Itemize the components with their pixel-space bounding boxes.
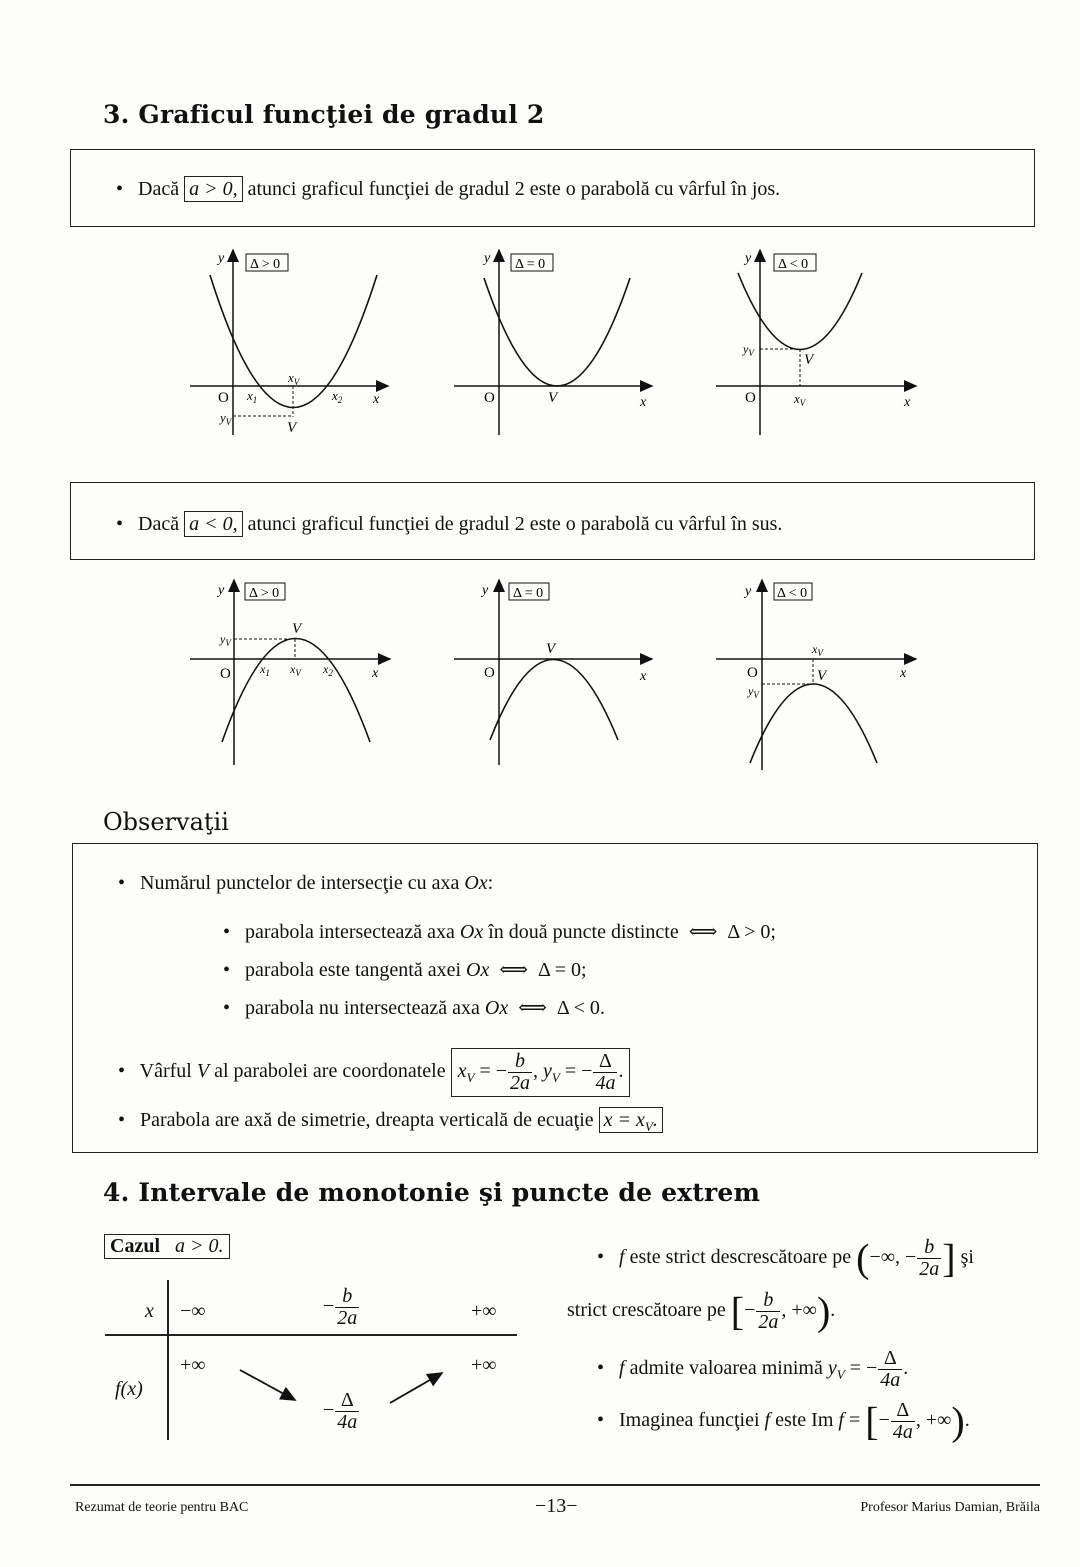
fx-right-value: +∞ — [471, 1354, 497, 1376]
minus-sign: − — [744, 1299, 756, 1322]
svg-text:y: y — [745, 584, 752, 599]
case-label-box — [104, 1234, 230, 1259]
svg-text:O: O — [218, 390, 229, 406]
page-number: −13− — [535, 1495, 578, 1517]
svg-text:x: x — [900, 666, 907, 681]
yv-sub: V — [551, 1070, 560, 1086]
footer-rule — [70, 1484, 1040, 1486]
minus-sign: − — [865, 1357, 878, 1380]
case-condition: Δ > 0; — [727, 921, 776, 943]
observations-box — [72, 843, 1038, 1153]
svg-text:O: O — [747, 665, 758, 681]
svg-text:x: x — [640, 669, 647, 684]
frac-num: b — [917, 1237, 941, 1259]
svg-text:O: O — [484, 665, 495, 681]
svg-text:yV: $y_V$ — [220, 410, 232, 427]
interval-right: , +∞ — [781, 1299, 817, 1322]
minus-sign: − — [323, 1295, 335, 1318]
fx-row-label: f(x) — [115, 1378, 143, 1400]
axis-ox: Ox — [466, 959, 490, 981]
svg-text:V: V — [804, 352, 814, 368]
svg-text:Δ < 0: Δ < 0 — [778, 257, 809, 272]
x-minus-infinity: −∞ — [180, 1300, 206, 1322]
case-a-positive-text — [116, 178, 780, 201]
case-condition: Δ = 0; — [538, 959, 587, 981]
f-symbol: f — [838, 1409, 844, 1432]
graph-delta-negative-up — [716, 250, 916, 435]
case-no-intersection — [223, 995, 605, 1020]
case-text: parabola nu intersectează axa — [245, 997, 480, 1019]
increasing-text: strict crescătoare pe — [567, 1299, 726, 1322]
condition-a-positive: a > 0, — [184, 176, 243, 202]
svg-text:V: V — [817, 668, 827, 684]
case-description: atunci graficul funcţiei de gradul 2 este o parabolă cu vârful în jos. — [247, 178, 781, 200]
and-word: şi — [960, 1246, 974, 1269]
svg-text:x: x — [904, 395, 911, 410]
observations-title: Observaţii — [103, 808, 229, 836]
symmetry-equation-box: $x = x_V$. — [599, 1107, 663, 1133]
fact-decreasing: • f este strict descrescătoare pe (−∞, − $\frac{b}{2a}$ ] şi — [597, 1237, 974, 1280]
graph-delta-positive-down — [190, 580, 390, 765]
xv-sub: V — [466, 1070, 475, 1086]
case-label: Cazul — [110, 1235, 160, 1257]
frac-num: Δ — [335, 1390, 359, 1412]
axis-ox: Ox — [484, 997, 509, 1019]
svg-text:y: y — [218, 251, 225, 266]
image-text: Imaginea funcţiei — [619, 1409, 760, 1432]
svg-text:yV: $y_V$ — [748, 684, 759, 700]
vertex-rest: al parabolei are coordonatele — [214, 1060, 446, 1083]
xv-lhs: x — [457, 1060, 467, 1083]
case-a-negative-text — [116, 513, 782, 536]
svg-text:y: y — [482, 583, 489, 598]
monotony-arrows — [105, 1280, 517, 1442]
graphs-a-negative — [180, 570, 940, 770]
svg-text:Δ > 0: Δ > 0 — [249, 586, 280, 601]
svg-text:yV: $y_V$ — [743, 342, 754, 358]
fx-left-value: +∞ — [180, 1354, 206, 1376]
symmetry-eq: x = x — [603, 1109, 645, 1131]
vertex-coordinates — [118, 1048, 630, 1097]
f-symbol: f — [619, 1246, 625, 1269]
case-text: parabola este tangentă axei — [245, 959, 462, 981]
footer-left: Rezumat de teorie pentru BAC — [75, 1500, 249, 1515]
footer-right: Profesor Marius Damian, Brăila — [860, 1500, 1040, 1515]
f-symbol: f — [764, 1409, 771, 1432]
xv-eq: = − — [479, 1060, 508, 1083]
svg-text:Δ = 0: Δ = 0 — [515, 257, 546, 272]
case-text: parabola intersectează axa — [245, 921, 455, 943]
svg-text:Δ = 0: Δ = 0 — [513, 586, 544, 601]
x-plus-infinity: +∞ — [471, 1300, 497, 1322]
svg-text:V: V — [287, 420, 297, 436]
frac-den: 4a — [337, 1411, 358, 1433]
case-a-positive-box — [70, 149, 1035, 227]
svg-text:V: V — [292, 621, 302, 637]
svg-text:xV: $x_V$ — [812, 642, 823, 658]
x-row-label: x — [145, 1300, 154, 1322]
intersect-header: • Numărul punctelor de intersecţie cu axa Ox: — [118, 872, 493, 895]
yv-den: 4a — [595, 1072, 616, 1094]
increasing-arrow-icon — [390, 1373, 442, 1403]
iff-symbol: ⟺ — [688, 921, 718, 943]
xv-num: b — [508, 1051, 532, 1073]
yv-lhs: y — [543, 1060, 552, 1083]
case-prefix: Dacă — [138, 513, 180, 535]
frac-den: 2a — [919, 1258, 940, 1280]
svg-text:yV: $y_V$ — [220, 632, 231, 648]
intersect-header-text: Numărul punctelor de intersecţie cu axa — [140, 872, 460, 894]
section-3-title: 3. Graficul funcţiei de gradul 2 — [103, 100, 545, 129]
svg-text:V: V — [548, 390, 558, 406]
graph-delta-negative-down — [716, 580, 916, 770]
svg-text:x2: $x_2$ — [332, 388, 343, 405]
svg-text:y: y — [745, 251, 752, 266]
vertex-word: Vârful — [139, 1060, 192, 1083]
svg-text:O: O — [220, 666, 231, 682]
svg-text:x1: $x_1$ — [260, 662, 270, 678]
svg-text:V: V — [546, 641, 556, 657]
axis-ox: Ox — [459, 921, 484, 943]
case-condition: Δ < 0. — [556, 997, 605, 1019]
decreasing-text: este strict descrescătoare pe — [629, 1246, 852, 1269]
xv-fraction — [508, 1051, 532, 1094]
svg-text:y: y — [484, 251, 491, 266]
frac-num: Δ — [891, 1400, 915, 1422]
svg-text:O: O — [484, 390, 495, 406]
case-a-negative-box — [70, 482, 1035, 560]
case-description: atunci graficul funcţiei de gradul 2 este o parabolă cu vârful în sus. — [247, 513, 783, 535]
svg-text:Δ < 0: Δ < 0 — [777, 586, 808, 601]
image-mid: este Im — [775, 1409, 834, 1432]
graphs-a-positive — [180, 240, 940, 440]
iff-symbol: ⟺ — [518, 997, 547, 1019]
vertex-formula-box: $x_V$ = − $\frac{b}{2a}$ , $y_V$ = − $\frac{\Delta}{4a}$ . — [451, 1048, 631, 1097]
fact-increasing: strict crescătoare pe [− $\frac{b}{2a}$ , +∞). — [567, 1288, 836, 1334]
fact-minimum: • f admite valoarea minimă $y_V$ = − $\frac{\Delta}{4a}$ . — [597, 1348, 908, 1391]
section-4-title: 4. Intervale de monotonie şi puncte de extrem — [103, 1178, 761, 1207]
minimum-text: admite valoarea minimă — [629, 1357, 823, 1380]
yv-num: Δ — [593, 1051, 617, 1073]
decreasing-arrow-icon — [240, 1370, 295, 1400]
frac-den: 2a — [758, 1311, 779, 1333]
svg-text:x: x — [372, 666, 379, 681]
graph-delta-positive-up — [190, 250, 388, 436]
svg-text:x2: $x_2$ — [323, 662, 333, 678]
interval-left: −∞, − — [869, 1246, 917, 1269]
vertex-symbol: V — [196, 1060, 210, 1083]
frac-num: b — [756, 1290, 780, 1312]
svg-text:y: y — [218, 583, 225, 598]
interval-right: , +∞ — [915, 1409, 952, 1432]
condition-a-negative: a < 0, — [184, 511, 243, 537]
case-tangent — [223, 957, 587, 982]
svg-text:xV: $x_V$ — [794, 391, 806, 408]
variation-table — [105, 1280, 517, 1442]
symmetry-text: Parabola are axă de simetrie, dreapta verticală de ecuaţie — [140, 1109, 594, 1131]
xv-den: 2a — [510, 1072, 531, 1094]
yv-eq: = − — [564, 1060, 593, 1083]
svg-text:x: x — [640, 395, 647, 410]
fact-image: • Imaginea funcţiei f este Im f = [− $\frac{\Delta}{4a}$ , +∞). — [597, 1400, 970, 1443]
case-two-points: • parabola intersectează axa Ox în două puncte distincte ⟺ Δ > 0; — [223, 919, 776, 944]
f-symbol: f — [619, 1357, 625, 1380]
symmetry-axis — [118, 1109, 663, 1135]
graph-delta-zero-down — [454, 580, 652, 765]
iff-symbol: ⟺ — [499, 959, 529, 981]
svg-text:xV: $x_V$ — [290, 662, 301, 678]
yv-fraction — [593, 1051, 617, 1094]
frac-num: b — [335, 1286, 359, 1308]
svg-text:x: x — [373, 392, 380, 407]
axis-ox: Ox — [464, 872, 488, 894]
case-tail-visible: două puncte distincte — [508, 921, 679, 943]
graph-delta-zero-up — [454, 250, 652, 435]
svg-text:xV: $x_V$ — [288, 370, 300, 387]
minus-sign: − — [323, 1399, 335, 1422]
svg-text:O: O — [745, 390, 756, 406]
symmetry-sub: V — [644, 1119, 653, 1134]
frac-num: Δ — [878, 1348, 902, 1370]
case-prefix: Dacă — [138, 178, 180, 200]
minus-sign: − — [878, 1409, 890, 1432]
frac-den: 4a — [880, 1369, 901, 1391]
case-condition: a > 0. — [175, 1235, 224, 1257]
frac-den: 4a — [892, 1421, 913, 1443]
frac-den: 2a — [337, 1307, 358, 1329]
svg-text:x1: $x_1$ — [247, 388, 258, 405]
svg-text:Δ > 0: Δ > 0 — [250, 257, 281, 272]
